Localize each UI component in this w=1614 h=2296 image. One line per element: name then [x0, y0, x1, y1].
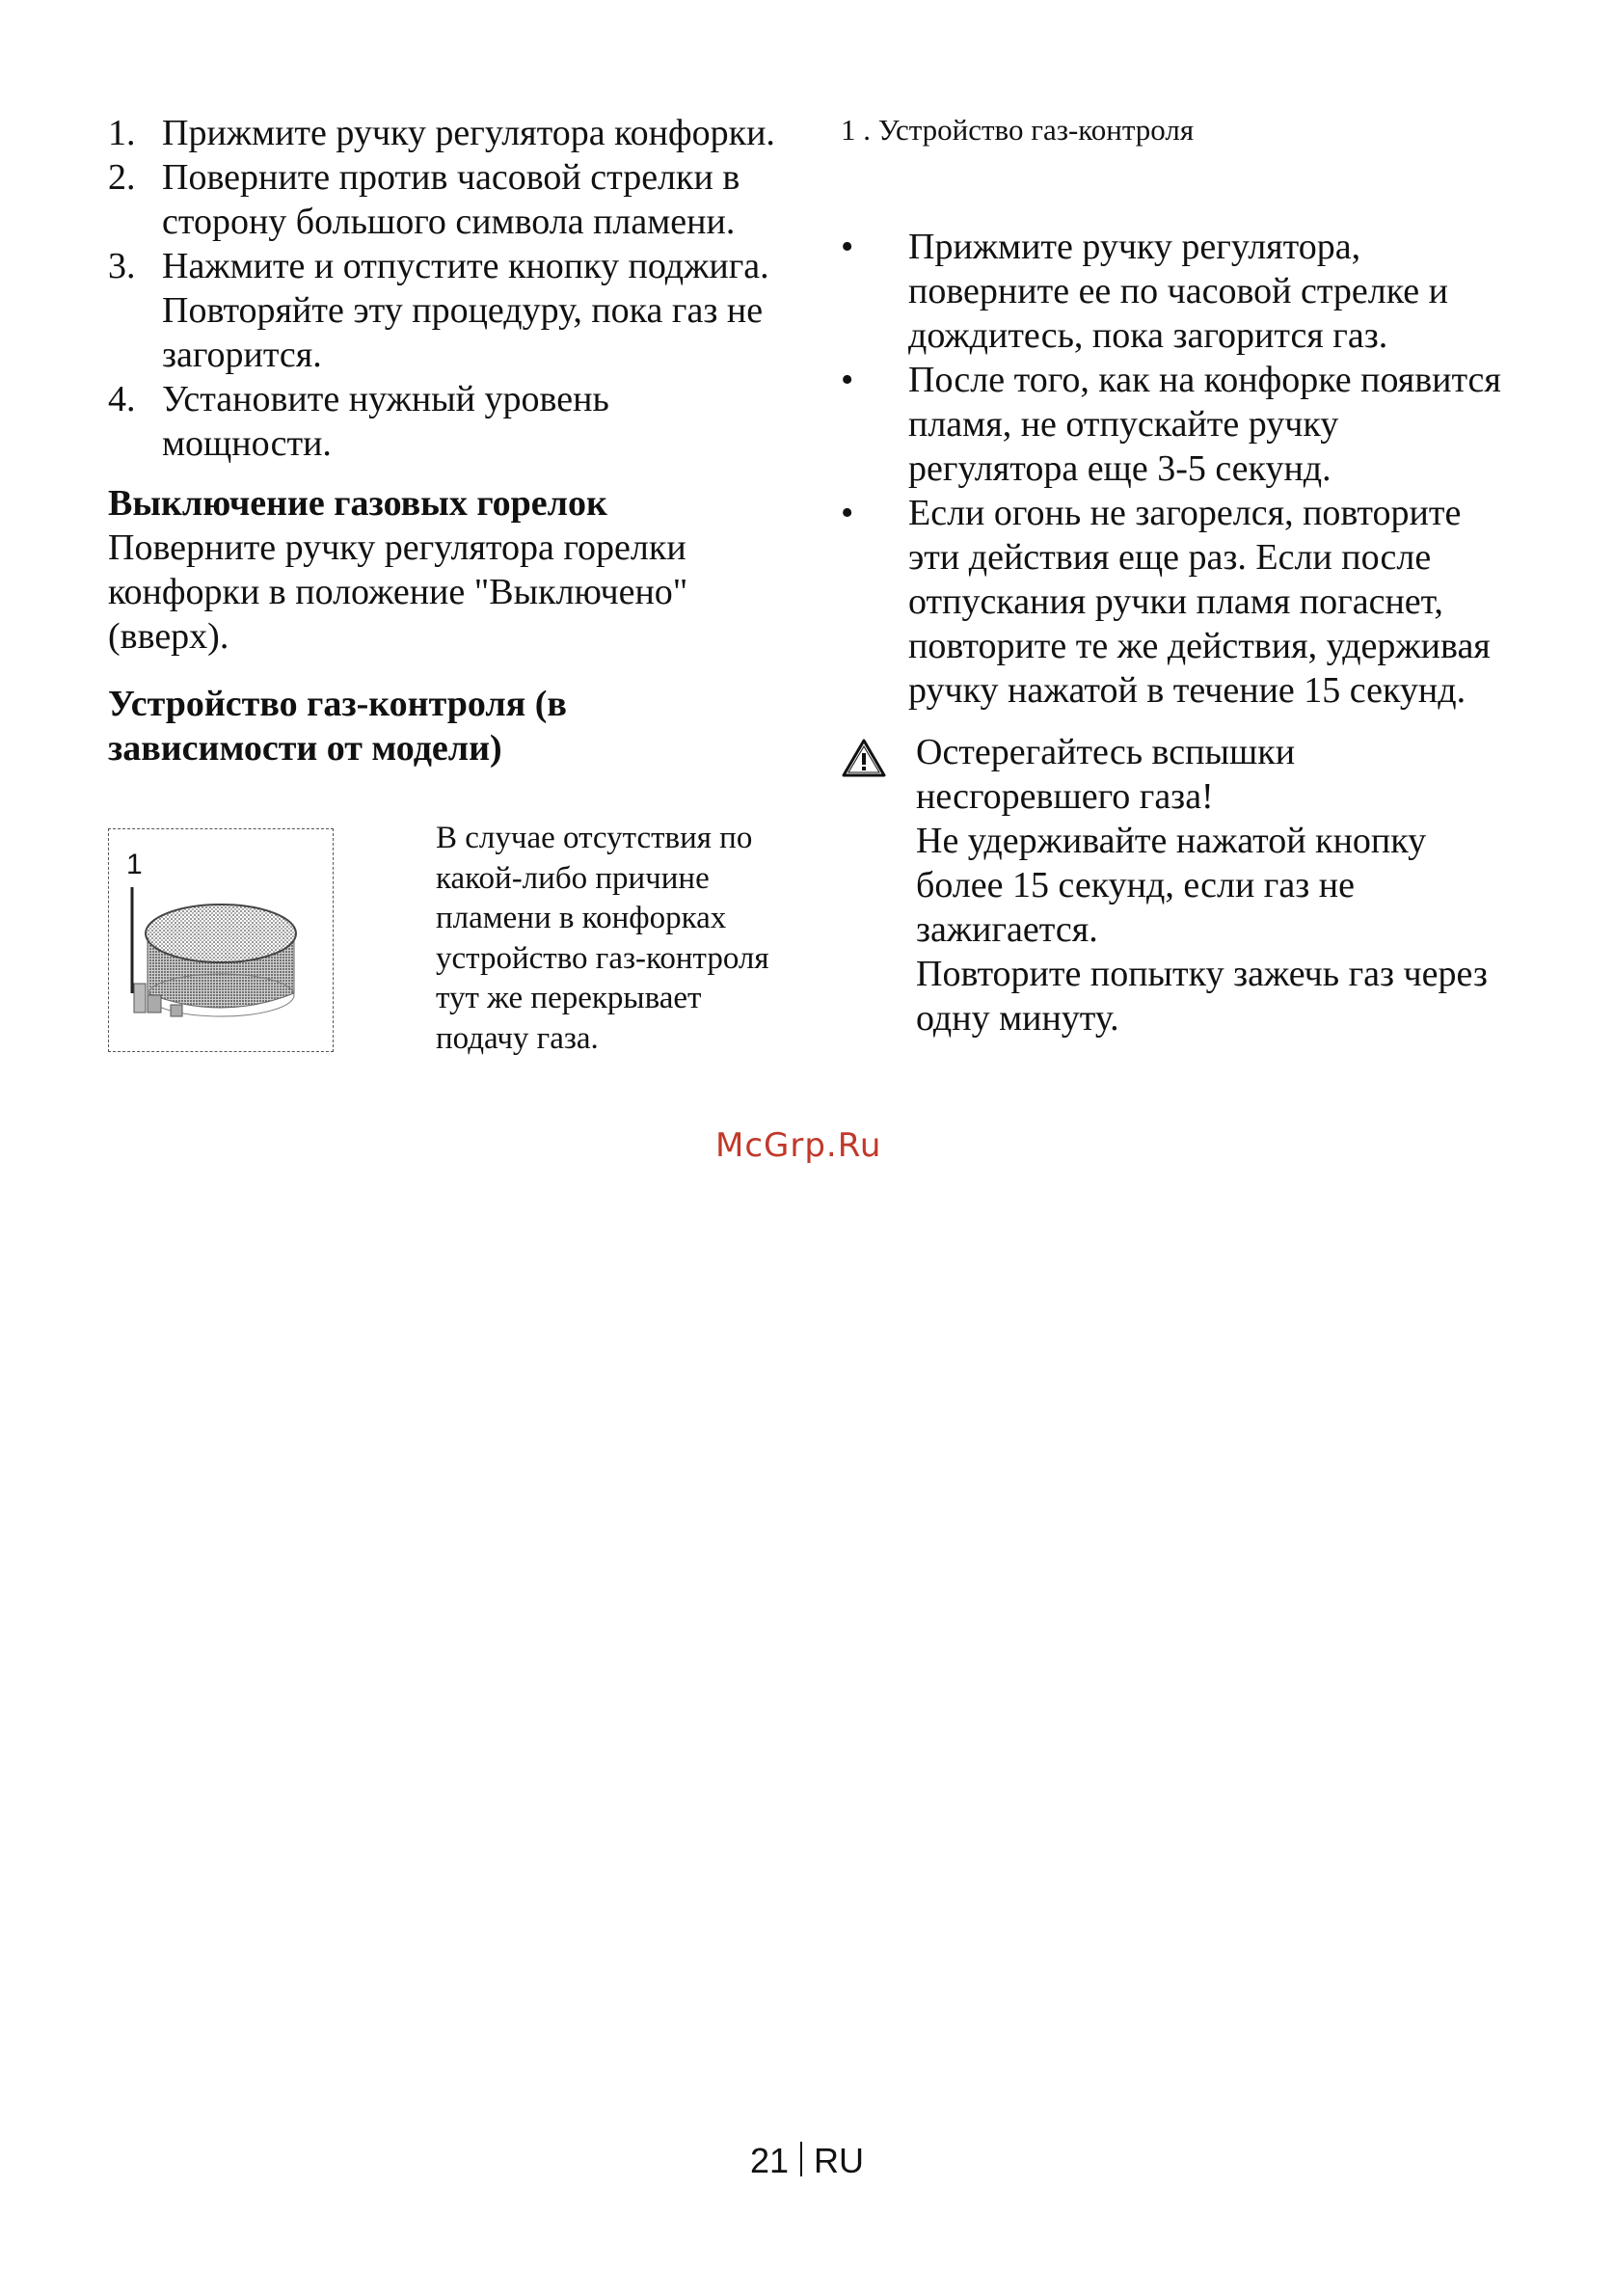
warning-triangle-icon: [841, 738, 887, 778]
list-item: • После того, как на конфорке появится пламя, не отпускайте ручку регулятора еще 3-5 секунд.: [841, 360, 1501, 489]
page-footer: [0, 2141, 1614, 2181]
page-number: 21: [749, 2141, 790, 2180]
left-column: [108, 111, 783, 1102]
bullet-icon: •: [841, 227, 854, 267]
turn-off-text: Поверните ручку регулятора горелки конфорки в положение "Выключено" (вверх).: [108, 527, 688, 657]
list-item: 2. Поверните против часовой стрелки в сторону большого символа пламени.: [108, 157, 740, 242]
bullet-icon: •: [841, 493, 854, 533]
language-code: RU: [814, 2141, 865, 2180]
gas-control-figure-row: [108, 794, 783, 1102]
burner-figure: [108, 828, 334, 1052]
bullet-icon: •: [841, 360, 854, 400]
gas-control-heading: Устройство газ-контроля (в зависимости от модели): [108, 684, 567, 769]
ignition-steps-list: [108, 111, 783, 466]
burner-illustration-icon: [109, 829, 333, 1051]
watermark: McGrp.Ru: [715, 1126, 882, 1165]
figure-caption: В случае отсутствия по какой-либо причине пламени в конфорках устройство газ-контроля тут же перекрывает подачу газа.: [436, 821, 769, 1056]
warning-block: [841, 730, 1516, 1040]
list-item: 1. Прижмите ручку регулятора конфорки.: [108, 113, 775, 153]
warning-line-3: Повторите попытку зажечь газ через одну минуту.: [916, 954, 1488, 1039]
footer-divider: [800, 2142, 802, 2176]
list-item: 3. Нажмите и отпустите кнопку поджига. Повторяйте эту процедуру, пока газ не загорится.: [108, 246, 769, 375]
figure-label: 1: [126, 849, 143, 880]
warning-line-1: Остерегайтесь вспышки несгоревшего газа!: [916, 732, 1296, 817]
list-item: • Прижмите ручку регулятора, поверните ее по часовой стрелке и дождитесь, пока загорится газ.: [841, 227, 1448, 356]
figure-legend: 1 . Устройство газ-контроля: [841, 113, 1195, 147]
list-item: 4. Установите нужный уровень мощности.: [108, 379, 609, 464]
turn-off-heading: Выключение газовых горелок: [108, 483, 607, 524]
right-column: [841, 111, 1516, 1040]
gas-control-bullets: [841, 225, 1516, 713]
warning-line-2: Не удерживайте нажатой кнопку более 15 секунд, если газ не зажигается.: [916, 821, 1427, 950]
list-item: • Если огонь не загорелся, повторите эти действия еще раз. Если после отпускания ручки пламя погаснет, повторите те же действия, удерживая ручку нажатой в течение 15 секунд.: [841, 493, 1491, 711]
